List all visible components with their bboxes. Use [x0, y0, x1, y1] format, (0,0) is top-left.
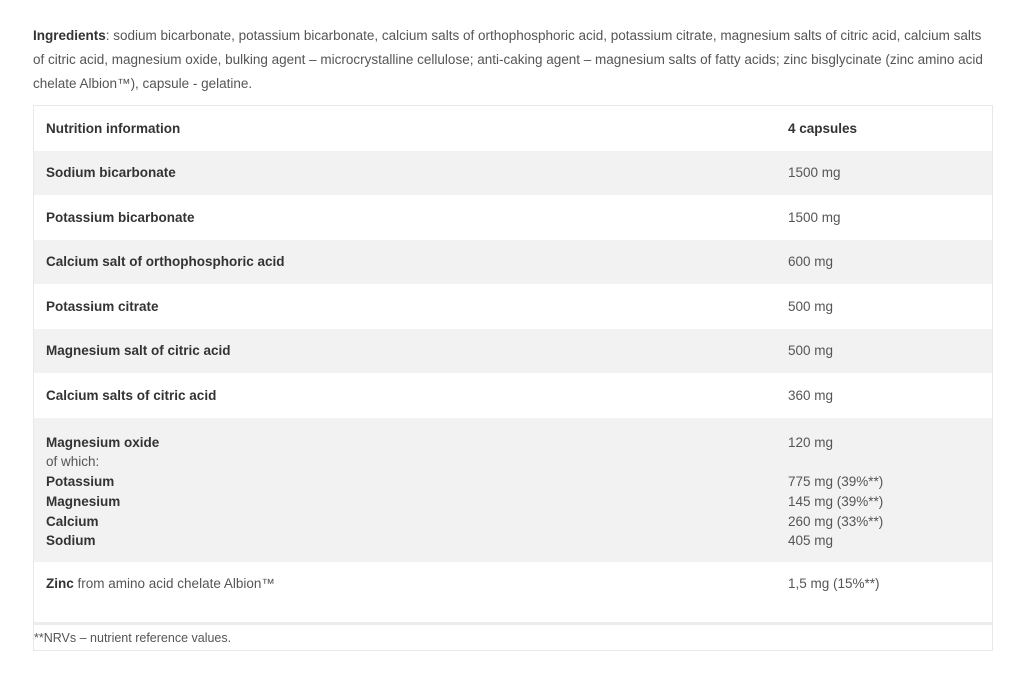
- table-row: [34, 284, 992, 329]
- zinc-name: [34, 576, 788, 591]
- row-name: Magnesium salt of citric acid: [46, 343, 231, 359]
- row-value: 1500 mg: [788, 209, 841, 225]
- mineral-name: Calcium: [46, 513, 99, 529]
- table-row-zinc: [34, 562, 992, 622]
- oxide-names: [34, 433, 788, 552]
- table-row: [34, 195, 992, 240]
- oxide-value: 120 mg: [788, 434, 834, 450]
- table-row-magnesium-oxide: [34, 418, 992, 562]
- ingredients-text: : sodium bicarbonate, potassium bicarbonate, calcium salts of orthophosphoric acid, potassium citrate, magnesium salts of citric acid, calcium salts of citric acid, magnesium oxide, bulking agent – microcrystalline cellulose; anti-caking agent – magnesium salts of fatty acids; zinc bisglycinate (zinc amino acid chelate Albion™), capsule - gelatine.: [33, 28, 983, 91]
- zinc-name-bold: Zinc: [46, 575, 74, 591]
- row-value: 1500 mg: [788, 165, 841, 181]
- nrv-footnote: **NRVs – nutrient reference values.: [34, 622, 992, 650]
- nutrition-table: [33, 105, 993, 651]
- row-value: 500 mg: [788, 343, 834, 359]
- mineral-name: Potassium: [46, 474, 115, 490]
- mineral-name: Magnesium: [46, 493, 121, 509]
- table-row: [34, 240, 992, 285]
- mineral-value: 775 mg (39%**): [788, 474, 884, 490]
- table-row: [34, 329, 992, 374]
- row-name: Sodium bicarbonate: [46, 165, 176, 181]
- row-name: Calcium salt of orthophosphoric acid: [46, 254, 285, 270]
- mineral-value: 145 mg (39%**): [788, 493, 884, 509]
- row-name: Calcium salts of citric acid: [46, 387, 217, 403]
- row-value: 500 mg: [788, 298, 834, 314]
- header-name: Nutrition information: [46, 120, 181, 136]
- oxide-values: [788, 433, 992, 552]
- table-row: [34, 151, 992, 196]
- header-value: 4 capsules: [788, 120, 858, 136]
- row-name: Potassium bicarbonate: [46, 209, 195, 225]
- row-value: 360 mg: [788, 387, 834, 403]
- of-which-spacer: [788, 452, 992, 472]
- mineral-name: Sodium: [46, 533, 96, 549]
- row-value: 600 mg: [788, 254, 834, 270]
- row-name: Potassium citrate: [46, 298, 159, 314]
- zinc-value: 1,5 mg (15%**): [788, 575, 880, 591]
- oxide-name: Magnesium oxide: [46, 434, 160, 450]
- table-row: [34, 373, 992, 418]
- ingredients-paragraph: [33, 24, 993, 96]
- zinc-name-rest: from amino acid chelate Albion™: [73, 575, 275, 591]
- mineral-value: 260 mg (33%**): [788, 513, 884, 529]
- of-which-label: of which:: [46, 454, 100, 470]
- mineral-value: 405 mg: [788, 533, 834, 549]
- ingredients-label: Ingredients: [33, 28, 106, 43]
- table-header-row: [34, 106, 992, 151]
